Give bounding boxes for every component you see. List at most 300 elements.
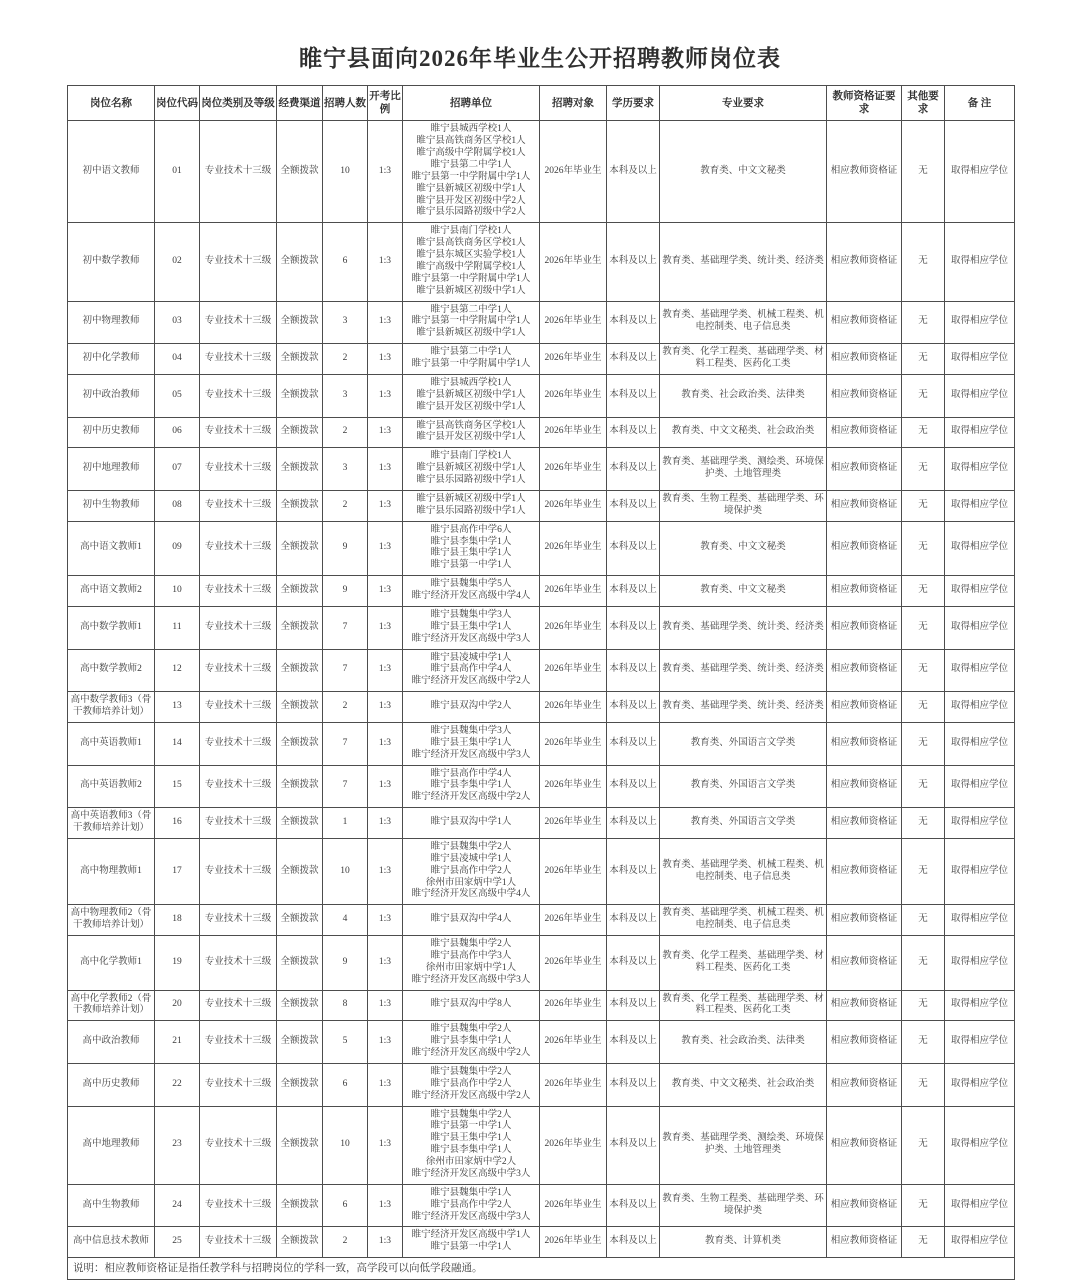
hiring-unit-line: 睢宁县新城区初级中学1人 <box>416 285 526 296</box>
hiring-unit-line: 睢宁县魏集中学2人 <box>430 1109 512 1120</box>
table-row <box>68 1063 1015 1106</box>
cell-funding-channel: 全额拨款 <box>277 649 323 692</box>
hiring-unit-line: 睢宁县乐园路初级中学1人 <box>416 475 526 485</box>
cell-target-group: 2026年毕业生 <box>540 1106 607 1184</box>
cell-exam-ratio: 1:3 <box>368 417 403 448</box>
cell-teacher-cert-requirement: 相应教师资格证 <box>827 936 902 991</box>
cell-exam-ratio: 1:3 <box>368 606 403 649</box>
hiring-unit-line: 睢宁县新城区初级中学1人 <box>416 463 526 474</box>
table-row <box>68 905 1015 936</box>
hiring-unit-line: 睢宁县魏集中学2人 <box>430 939 512 949</box>
cell-major-requirement: 教育类、基础理学类、统计类、经济类 <box>660 692 827 723</box>
cell-teacher-cert-requirement: 相应教师资格证 <box>827 121 902 223</box>
cell-other-requirement: 无 <box>902 576 945 607</box>
cell-teacher-cert-requirement: 相应教师资格证 <box>827 1063 902 1106</box>
table-row <box>68 606 1015 649</box>
cell-major-requirement: 教育类、中文文秘类、社会政治类 <box>660 1063 827 1106</box>
cell-hiring-units <box>403 649 540 692</box>
cell-major-requirement: 教育类、社会政治类、法律类 <box>660 1021 827 1064</box>
cell-hiring-units <box>403 490 540 521</box>
hiring-unit-line: 睢宁县凌城中学1人 <box>430 853 512 864</box>
cell-position-code: 07 <box>155 448 200 491</box>
cell-target-group: 2026年毕业生 <box>540 1184 607 1227</box>
table-row <box>68 808 1015 839</box>
table-row <box>68 448 1015 491</box>
table-row <box>68 1227 1015 1258</box>
cell-position-category: 专业技术十三级 <box>200 649 277 692</box>
hiring-unit-line: 睢宁县第二中学1人 <box>430 347 512 358</box>
cell-hiring-units <box>403 838 540 904</box>
cell-exam-ratio: 1:3 <box>368 905 403 936</box>
cell-exam-ratio: 1:3 <box>368 765 403 808</box>
cell-exam-ratio: 1:3 <box>368 490 403 521</box>
cell-major-requirement: 教育类、化学工程类、基础理学类、材料工程类、医药化工类 <box>660 344 827 375</box>
cell-target-group: 2026年毕业生 <box>540 936 607 991</box>
cell-other-requirement: 无 <box>902 521 945 576</box>
cell-position-name: 高中化学教师2（骨干教师培养计划） <box>68 990 155 1021</box>
cell-hiring-units <box>403 521 540 576</box>
hiring-unit-line: 徐州市田家炳中学2人 <box>425 1157 517 1167</box>
column-header-major-requirement: 专业要求 <box>660 86 827 121</box>
cell-teacher-cert-requirement: 相应教师资格证 <box>827 1021 902 1064</box>
cell-target-group: 2026年毕业生 <box>540 121 607 223</box>
cell-hire-count: 2 <box>323 1227 368 1258</box>
cell-hire-count: 7 <box>323 649 368 692</box>
cell-other-requirement: 无 <box>902 905 945 936</box>
cell-funding-channel: 全额拨款 <box>277 1106 323 1184</box>
cell-hire-count: 1 <box>323 808 368 839</box>
cell-position-category: 专业技术十三级 <box>200 936 277 991</box>
column-header-remarks: 备 注 <box>945 86 1015 121</box>
hiring-unit-line: 睢宁县魏集中学2人 <box>430 841 512 852</box>
footnote-row <box>68 1258 1015 1280</box>
cell-target-group: 2026年毕业生 <box>540 1063 607 1106</box>
hiring-unit-line: 睢宁高级中学附属学校1人 <box>416 148 526 158</box>
cell-position-category: 专业技术十三级 <box>200 606 277 649</box>
table-row <box>68 521 1015 576</box>
cell-hiring-units <box>403 1106 540 1184</box>
cell-remarks: 取得相应学位 <box>945 490 1015 521</box>
cell-target-group: 2026年毕业生 <box>540 838 607 904</box>
cell-position-code: 23 <box>155 1106 200 1184</box>
cell-funding-channel: 全额拨款 <box>277 1227 323 1258</box>
cell-other-requirement: 无 <box>902 990 945 1021</box>
cell-teacher-cert-requirement: 相应教师资格证 <box>827 374 902 417</box>
cell-major-requirement: 教育类、生物工程类、基础理学类、环境保护类 <box>660 1184 827 1227</box>
cell-target-group: 2026年毕业生 <box>540 1021 607 1064</box>
cell-education-requirement: 本科及以上 <box>607 606 660 649</box>
cell-position-name: 初中历史教师 <box>68 417 155 448</box>
cell-hire-count: 5 <box>323 1021 368 1064</box>
cell-exam-ratio: 1:3 <box>368 1021 403 1064</box>
hiring-unit-line: 睢宁县凌城中学1人 <box>430 652 512 663</box>
cell-hiring-units <box>403 1184 540 1227</box>
cell-major-requirement: 教育类、基础理学类、机械工程类、机电控制类、电子信息类 <box>660 838 827 904</box>
cell-hire-count: 10 <box>323 1106 368 1184</box>
cell-position-category: 专业技术十三级 <box>200 692 277 723</box>
cell-position-code: 02 <box>155 223 200 301</box>
cell-remarks: 取得相应学位 <box>945 1063 1015 1106</box>
cell-position-category: 专业技术十三级 <box>200 223 277 301</box>
cell-position-category: 专业技术十三级 <box>200 905 277 936</box>
cell-funding-channel: 全额拨款 <box>277 606 323 649</box>
cell-teacher-cert-requirement: 相应教师资格证 <box>827 765 902 808</box>
hiring-unit-line: 睢宁经济开发区高级中学2人 <box>411 1048 531 1058</box>
cell-teacher-cert-requirement: 相应教师资格证 <box>827 1184 902 1227</box>
cell-education-requirement: 本科及以上 <box>607 576 660 607</box>
cell-hiring-units <box>403 606 540 649</box>
hiring-unit-line: 睢宁县南门学校1人 <box>430 451 512 462</box>
cell-hiring-units <box>403 990 540 1021</box>
cell-target-group: 2026年毕业生 <box>540 576 607 607</box>
cell-hiring-units <box>403 722 540 765</box>
cell-education-requirement: 本科及以上 <box>607 1063 660 1106</box>
cell-target-group: 2026年毕业生 <box>540 905 607 936</box>
cell-target-group: 2026年毕业生 <box>540 692 607 723</box>
hiring-unit-line: 睢宁县高作中学2人 <box>430 865 512 876</box>
hiring-unit-line: 睢宁县高铁商务区学校1人 <box>416 136 526 147</box>
hiring-unit-line: 睢宁县魏集中学3人 <box>430 609 512 620</box>
hiring-unit-line: 睢宁县李集中学1人 <box>430 1145 512 1156</box>
column-header-funding-channel: 经费渠道 <box>277 86 323 121</box>
hiring-unit-line: 睢宁县第一中学附属中学1人 <box>411 316 531 327</box>
hiring-unit-line: 睢宁经济开发区高级中学3人 <box>411 749 531 760</box>
cell-position-category: 专业技术十三级 <box>200 417 277 448</box>
cell-other-requirement: 无 <box>902 417 945 448</box>
hiring-unit-line: 睢宁县开发区初级中学1人 <box>416 401 526 412</box>
cell-exam-ratio: 1:3 <box>368 576 403 607</box>
cell-position-name: 高中信息技术教师 <box>68 1227 155 1258</box>
cell-teacher-cert-requirement: 相应教师资格证 <box>827 838 902 904</box>
cell-hiring-units <box>403 1227 540 1258</box>
table-row <box>68 344 1015 375</box>
cell-education-requirement: 本科及以上 <box>607 1106 660 1184</box>
table-row <box>68 490 1015 521</box>
hiring-unit-line: 睢宁县双沟中学1人 <box>430 817 512 828</box>
cell-target-group: 2026年毕业生 <box>540 521 607 576</box>
column-header-position-name: 岗位名称 <box>68 86 155 121</box>
cell-position-code: 15 <box>155 765 200 808</box>
cell-position-name: 高中语文教师1 <box>68 521 155 576</box>
table-row <box>68 576 1015 607</box>
cell-remarks: 取得相应学位 <box>945 1106 1015 1184</box>
cell-other-requirement: 无 <box>902 649 945 692</box>
cell-funding-channel: 全额拨款 <box>277 1063 323 1106</box>
cell-hiring-units <box>403 936 540 991</box>
table-row <box>68 692 1015 723</box>
cell-other-requirement: 无 <box>902 765 945 808</box>
cell-remarks: 取得相应学位 <box>945 301 1015 344</box>
column-header-hire-count: 招聘人数 <box>323 86 368 121</box>
table-row <box>68 1106 1015 1184</box>
cell-remarks: 取得相应学位 <box>945 936 1015 991</box>
cell-education-requirement: 本科及以上 <box>607 808 660 839</box>
cell-hiring-units <box>403 344 540 375</box>
cell-education-requirement: 本科及以上 <box>607 417 660 448</box>
cell-hiring-units <box>403 223 540 301</box>
cell-position-name: 高中化学教师1 <box>68 936 155 991</box>
hiring-unit-line: 睢宁县双沟中学8人 <box>430 999 512 1010</box>
cell-hire-count: 9 <box>323 576 368 607</box>
cell-other-requirement: 无 <box>902 1021 945 1064</box>
cell-remarks: 取得相应学位 <box>945 121 1015 223</box>
column-header-position-code: 岗位代码 <box>155 86 200 121</box>
cell-exam-ratio: 1:3 <box>368 1184 403 1227</box>
cell-teacher-cert-requirement: 相应教师资格证 <box>827 344 902 375</box>
hiring-unit-line: 睢宁县双沟中学4人 <box>430 914 512 925</box>
cell-funding-channel: 全额拨款 <box>277 121 323 223</box>
hiring-unit-line: 睢宁县第一中学附属中学1人 <box>411 359 531 369</box>
cell-education-requirement: 本科及以上 <box>607 1184 660 1227</box>
hiring-unit-line: 睢宁县新城区初级中学1人 <box>416 328 526 339</box>
cell-position-code: 17 <box>155 838 200 904</box>
cell-hire-count: 7 <box>323 765 368 808</box>
cell-major-requirement: 教育类、生物工程类、基础理学类、环境保护类 <box>660 490 827 521</box>
cell-target-group: 2026年毕业生 <box>540 374 607 417</box>
cell-exam-ratio: 1:3 <box>368 838 403 904</box>
hiring-unit-line: 睢宁县第一中学1人 <box>430 1121 512 1132</box>
cell-position-category: 专业技术十三级 <box>200 1227 277 1258</box>
cell-funding-channel: 全额拨款 <box>277 521 323 576</box>
hiring-unit-line: 睢宁县李集中学1人 <box>430 780 512 791</box>
cell-position-name: 高中数学教师3（骨干教师培养计划） <box>68 692 155 723</box>
hiring-unit-line: 睢宁经济开发区高级中学2人 <box>411 1090 531 1101</box>
cell-hire-count: 2 <box>323 344 368 375</box>
cell-position-code: 20 <box>155 990 200 1021</box>
cell-exam-ratio: 1:3 <box>368 1227 403 1258</box>
cell-hire-count: 3 <box>323 374 368 417</box>
cell-teacher-cert-requirement: 相应教师资格证 <box>827 417 902 448</box>
table-row <box>68 722 1015 765</box>
cell-teacher-cert-requirement: 相应教师资格证 <box>827 223 902 301</box>
cell-position-category: 专业技术十三级 <box>200 448 277 491</box>
cell-exam-ratio: 1:3 <box>368 649 403 692</box>
cell-funding-channel: 全额拨款 <box>277 344 323 375</box>
table-row <box>68 374 1015 417</box>
cell-hire-count: 10 <box>323 121 368 223</box>
footnote-text: 说明：相应教师资格证是指任教学科与招聘岗位的学科一致，高学段可以向低学段融通。 <box>68 1258 1015 1280</box>
cell-major-requirement: 教育类、中文文秘类 <box>660 521 827 576</box>
cell-position-name: 高中历史教师 <box>68 1063 155 1106</box>
cell-position-code: 24 <box>155 1184 200 1227</box>
cell-remarks: 取得相应学位 <box>945 448 1015 491</box>
cell-other-requirement: 无 <box>902 448 945 491</box>
cell-other-requirement: 无 <box>902 936 945 991</box>
cell-position-name: 初中政治教师 <box>68 374 155 417</box>
cell-remarks: 取得相应学位 <box>945 606 1015 649</box>
hiring-unit-line: 徐州市田家炳中学1人 <box>425 877 517 888</box>
cell-other-requirement: 无 <box>902 1063 945 1106</box>
cell-remarks: 取得相应学位 <box>945 374 1015 417</box>
cell-hiring-units <box>403 374 540 417</box>
cell-major-requirement: 教育类、化学工程类、基础理学类、材料工程类、医药化工类 <box>660 990 827 1021</box>
cell-major-requirement: 教育类、外国语言文学类 <box>660 765 827 808</box>
cell-education-requirement: 本科及以上 <box>607 223 660 301</box>
cell-education-requirement: 本科及以上 <box>607 990 660 1021</box>
hiring-unit-line: 睢宁经济开发区高级中学4人 <box>411 591 531 601</box>
hiring-unit-line: 睢宁经济开发区高级中学3人 <box>411 1168 531 1179</box>
cell-other-requirement: 无 <box>902 1106 945 1184</box>
cell-funding-channel: 全额拨款 <box>277 374 323 417</box>
cell-position-code: 25 <box>155 1227 200 1258</box>
cell-other-requirement: 无 <box>902 838 945 904</box>
cell-position-name: 初中地理教师 <box>68 448 155 491</box>
hiring-unit-line: 睢宁县高作中学2人 <box>430 1078 512 1089</box>
hiring-unit-line: 睢宁县新城区初级中学1人 <box>416 183 526 194</box>
cell-position-code: 06 <box>155 417 200 448</box>
cell-position-code: 13 <box>155 692 200 723</box>
cell-hiring-units <box>403 121 540 223</box>
cell-remarks: 取得相应学位 <box>945 521 1015 576</box>
cell-target-group: 2026年毕业生 <box>540 417 607 448</box>
cell-education-requirement: 本科及以上 <box>607 936 660 991</box>
hiring-unit-line: 睢宁县王集中学1人 <box>430 548 512 559</box>
cell-position-category: 专业技术十三级 <box>200 722 277 765</box>
cell-hiring-units <box>403 301 540 344</box>
cell-position-name: 高中数学教师2 <box>68 649 155 692</box>
cell-position-name: 初中化学教师 <box>68 344 155 375</box>
cell-funding-channel: 全额拨款 <box>277 417 323 448</box>
cell-other-requirement: 无 <box>902 606 945 649</box>
cell-target-group: 2026年毕业生 <box>540 301 607 344</box>
cell-hire-count: 10 <box>323 838 368 904</box>
cell-hiring-units <box>403 1063 540 1106</box>
cell-funding-channel: 全额拨款 <box>277 692 323 723</box>
cell-position-code: 11 <box>155 606 200 649</box>
column-header-other-requirement: 其他要求 <box>902 86 945 121</box>
cell-exam-ratio: 1:3 <box>368 374 403 417</box>
cell-exam-ratio: 1:3 <box>368 990 403 1021</box>
hiring-unit-line: 睢宁县东城区实验学校1人 <box>416 250 526 260</box>
hiring-unit-line: 睢宁县新城区初级中学1人 <box>416 389 526 400</box>
cell-major-requirement: 教育类、基础理学类、统计类、经济类 <box>660 606 827 649</box>
cell-education-requirement: 本科及以上 <box>607 448 660 491</box>
cell-position-name: 高中物理教师2（骨干教师培养计划） <box>68 905 155 936</box>
hiring-unit-line: 睢宁县第二中学1人 <box>430 304 512 315</box>
cell-position-category: 专业技术十三级 <box>200 765 277 808</box>
cell-remarks: 取得相应学位 <box>945 990 1015 1021</box>
hiring-unit-line: 睢宁经济开发区高级中学2人 <box>411 792 531 803</box>
hiring-unit-line: 睢宁经济开发区高级中学4人 <box>411 889 531 900</box>
cell-target-group: 2026年毕业生 <box>540 990 607 1021</box>
hiring-unit-line: 睢宁县高作中学3人 <box>430 950 512 961</box>
hiring-unit-line: 睢宁县新城区初级中学1人 <box>416 493 526 504</box>
cell-remarks: 取得相应学位 <box>945 576 1015 607</box>
cell-exam-ratio: 1:3 <box>368 1106 403 1184</box>
cell-funding-channel: 全额拨款 <box>277 838 323 904</box>
cell-exam-ratio: 1:3 <box>368 808 403 839</box>
cell-other-requirement: 无 <box>902 301 945 344</box>
job-position-table <box>67 85 1015 1280</box>
cell-major-requirement: 教育类、外国语言文学类 <box>660 808 827 839</box>
cell-major-requirement: 教育类、中文文秘类、社会政治类 <box>660 417 827 448</box>
cell-major-requirement: 教育类、基础理学类、统计类、经济类 <box>660 649 827 692</box>
cell-target-group: 2026年毕业生 <box>540 808 607 839</box>
cell-position-category: 专业技术十三级 <box>200 521 277 576</box>
cell-position-code: 01 <box>155 121 200 223</box>
cell-position-name: 初中生物教师 <box>68 490 155 521</box>
hiring-unit-line: 睢宁经济开发区高级中学2人 <box>411 676 531 687</box>
cell-remarks: 取得相应学位 <box>945 1184 1015 1227</box>
cell-hiring-units <box>403 417 540 448</box>
cell-position-name: 初中物理教师 <box>68 301 155 344</box>
cell-position-code: 18 <box>155 905 200 936</box>
cell-teacher-cert-requirement: 相应教师资格证 <box>827 692 902 723</box>
cell-education-requirement: 本科及以上 <box>607 490 660 521</box>
cell-funding-channel: 全额拨款 <box>277 722 323 765</box>
cell-hire-count: 7 <box>323 722 368 765</box>
cell-other-requirement: 无 <box>902 1227 945 1258</box>
hiring-unit-line: 睢宁县李集中学1人 <box>430 536 512 547</box>
cell-remarks: 取得相应学位 <box>945 344 1015 375</box>
cell-funding-channel: 全额拨款 <box>277 576 323 607</box>
table-header <box>68 86 1015 121</box>
table-row <box>68 1184 1015 1227</box>
cell-hire-count: 6 <box>323 1063 368 1106</box>
hiring-unit-line: 睢宁县乐园路初级中学2人 <box>416 207 526 218</box>
cell-hire-count: 3 <box>323 448 368 491</box>
cell-other-requirement: 无 <box>902 490 945 521</box>
column-header-exam-ratio: 开考比例 <box>368 86 403 121</box>
cell-position-name: 高中生物教师 <box>68 1184 155 1227</box>
table-row <box>68 936 1015 991</box>
cell-position-category: 专业技术十三级 <box>200 1184 277 1227</box>
cell-education-requirement: 本科及以上 <box>607 344 660 375</box>
cell-teacher-cert-requirement: 相应教师资格证 <box>827 1227 902 1258</box>
table-body <box>68 121 1015 1280</box>
cell-education-requirement: 本科及以上 <box>607 692 660 723</box>
cell-position-category: 专业技术十三级 <box>200 301 277 344</box>
table-row <box>68 990 1015 1021</box>
cell-exam-ratio: 1:3 <box>368 1063 403 1106</box>
cell-teacher-cert-requirement: 相应教师资格证 <box>827 606 902 649</box>
hiring-unit-line: 徐州市田家炳中学1人 <box>425 962 517 973</box>
cell-target-group: 2026年毕业生 <box>540 722 607 765</box>
cell-position-code: 12 <box>155 649 200 692</box>
cell-exam-ratio: 1:3 <box>368 936 403 991</box>
cell-hiring-units <box>403 765 540 808</box>
cell-hire-count: 4 <box>323 905 368 936</box>
cell-position-category: 专业技术十三级 <box>200 374 277 417</box>
cell-teacher-cert-requirement: 相应教师资格证 <box>827 905 902 936</box>
cell-exam-ratio: 1:3 <box>368 301 403 344</box>
hiring-unit-line: 睢宁县高作中学4人 <box>430 768 512 779</box>
hiring-unit-line: 睢宁县开发区初级中学2人 <box>416 195 526 206</box>
cell-other-requirement: 无 <box>902 223 945 301</box>
hiring-unit-line: 睢宁县魏集中学2人 <box>430 1024 512 1035</box>
cell-teacher-cert-requirement: 相应教师资格证 <box>827 722 902 765</box>
cell-hire-count: 2 <box>323 417 368 448</box>
cell-target-group: 2026年毕业生 <box>540 448 607 491</box>
hiring-unit-line: 睢宁经济开发区高级中学3人 <box>411 633 531 644</box>
cell-major-requirement: 教育类、中文文秘类 <box>660 121 827 223</box>
cell-education-requirement: 本科及以上 <box>607 765 660 808</box>
cell-major-requirement: 教育类、中文文秘类 <box>660 576 827 607</box>
hiring-unit-line: 睢宁县李集中学1人 <box>430 1036 512 1047</box>
column-header-education-requirement: 学历要求 <box>607 86 660 121</box>
cell-exam-ratio: 1:3 <box>368 223 403 301</box>
cell-remarks: 取得相应学位 <box>945 649 1015 692</box>
hiring-unit-line: 睢宁县乐园路初级中学1人 <box>416 505 526 516</box>
cell-major-requirement: 教育类、基础理学类、机械工程类、机电控制类、电子信息类 <box>660 301 827 344</box>
table-row <box>68 301 1015 344</box>
cell-position-name: 高中政治教师 <box>68 1021 155 1064</box>
hiring-unit-line: 睢宁县高作中学6人 <box>430 524 512 535</box>
cell-exam-ratio: 1:3 <box>368 722 403 765</box>
hiring-unit-line: 睢宁县城西学校1人 <box>430 377 512 388</box>
cell-hire-count: 9 <box>323 521 368 576</box>
cell-target-group: 2026年毕业生 <box>540 490 607 521</box>
